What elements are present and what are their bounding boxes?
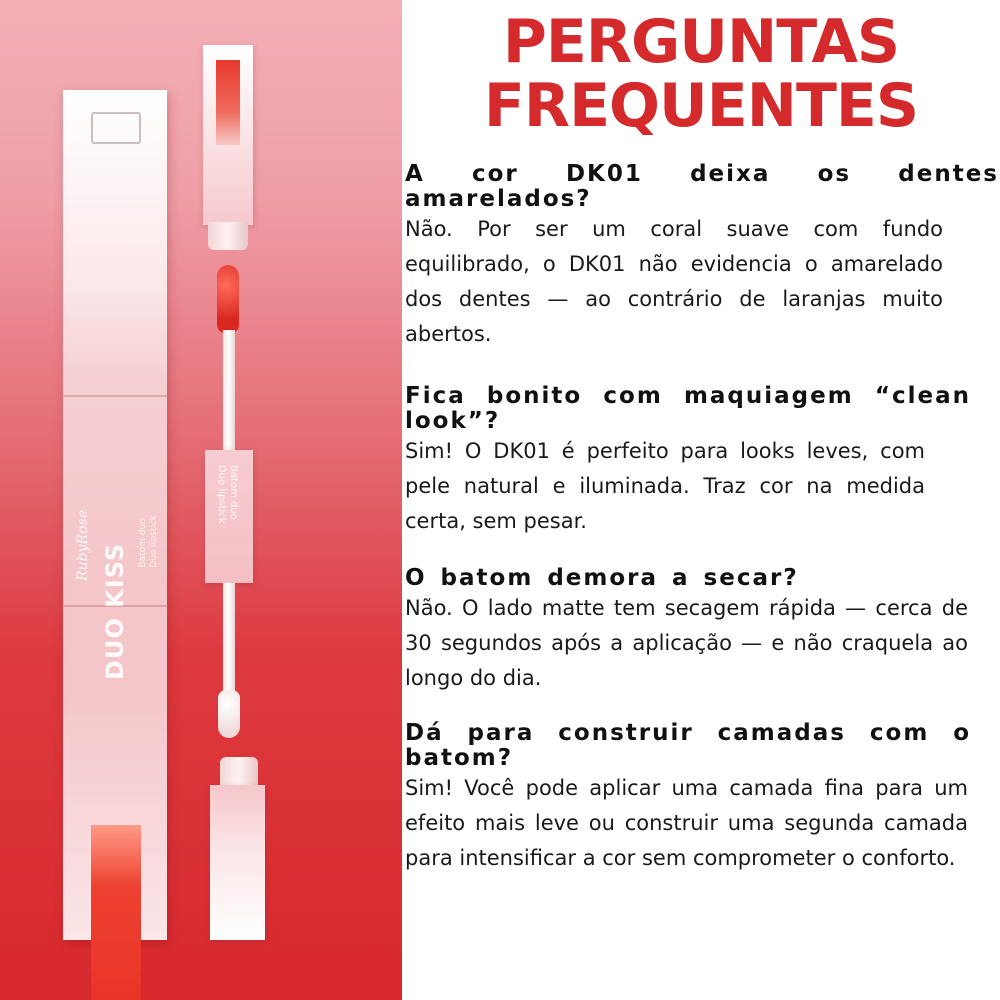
applicator-stick <box>223 330 235 450</box>
faq-answer: Não. Por ser um coral suave com fundo equilibrado, o DK01 não evidencia o amarelado dos dentes — ao contrário de laranjas muito abertos. <box>405 217 943 346</box>
box-sub-label: Batom duo Duo lipstick <box>138 515 159 568</box>
faq-item <box>405 566 971 696</box>
faq-answer: Sim! Você pode aplicar uma camada fina para um efeito mais leve ou construir uma segunda camada para intensificar a cor sem comprometer o conforto. <box>405 776 968 870</box>
product-image <box>0 0 402 1000</box>
box-divider <box>63 395 167 397</box>
cap-neck <box>220 757 258 787</box>
box-brand-label: RubyRose <box>75 510 91 581</box>
cap-neck <box>208 222 248 250</box>
faq-answer: Não. O lado matte tem secagem rápida — cerca de 30 segundos após a aplicação — e não craquela ao longo do dia. <box>405 596 968 690</box>
body-label: Batom duo Duo lipstick <box>216 465 239 524</box>
box-cap-slot <box>91 112 141 144</box>
lipstick-box <box>63 90 167 940</box>
faq-item <box>405 721 971 876</box>
title-line-2: FREQUENTES <box>483 71 919 141</box>
faq-question: Dá para construir camadas com o batom? <box>405 720 971 771</box>
lipstick-cap-top <box>203 45 253 225</box>
applicator-stick <box>223 583 235 693</box>
faq-question: A cor DK01 deixa os dentes amarelados? <box>405 161 999 212</box>
faq-item <box>405 384 971 539</box>
faq-item <box>405 162 999 352</box>
page-title <box>402 7 1000 141</box>
clear-applicator <box>218 690 240 738</box>
faq-question: Fica bonito com maquiagem “clean look”? <box>405 383 971 434</box>
box-color-window <box>91 825 141 1000</box>
faq-question: O batom demora a secar? <box>405 565 799 591</box>
title-line-1: PERGUNTAS <box>502 7 900 77</box>
lipstick-cap-bottom <box>210 785 265 940</box>
lipstick-body <box>205 450 253 583</box>
box-product-name: DUO KISS <box>101 542 129 680</box>
cap-color-window <box>216 60 240 145</box>
red-applicator <box>217 265 239 333</box>
faq-answer: Sim! O DK01 é perfeito para looks leves, com pele natural e iluminada. Traz cor na medida certa, sem pesar. <box>405 439 925 533</box>
